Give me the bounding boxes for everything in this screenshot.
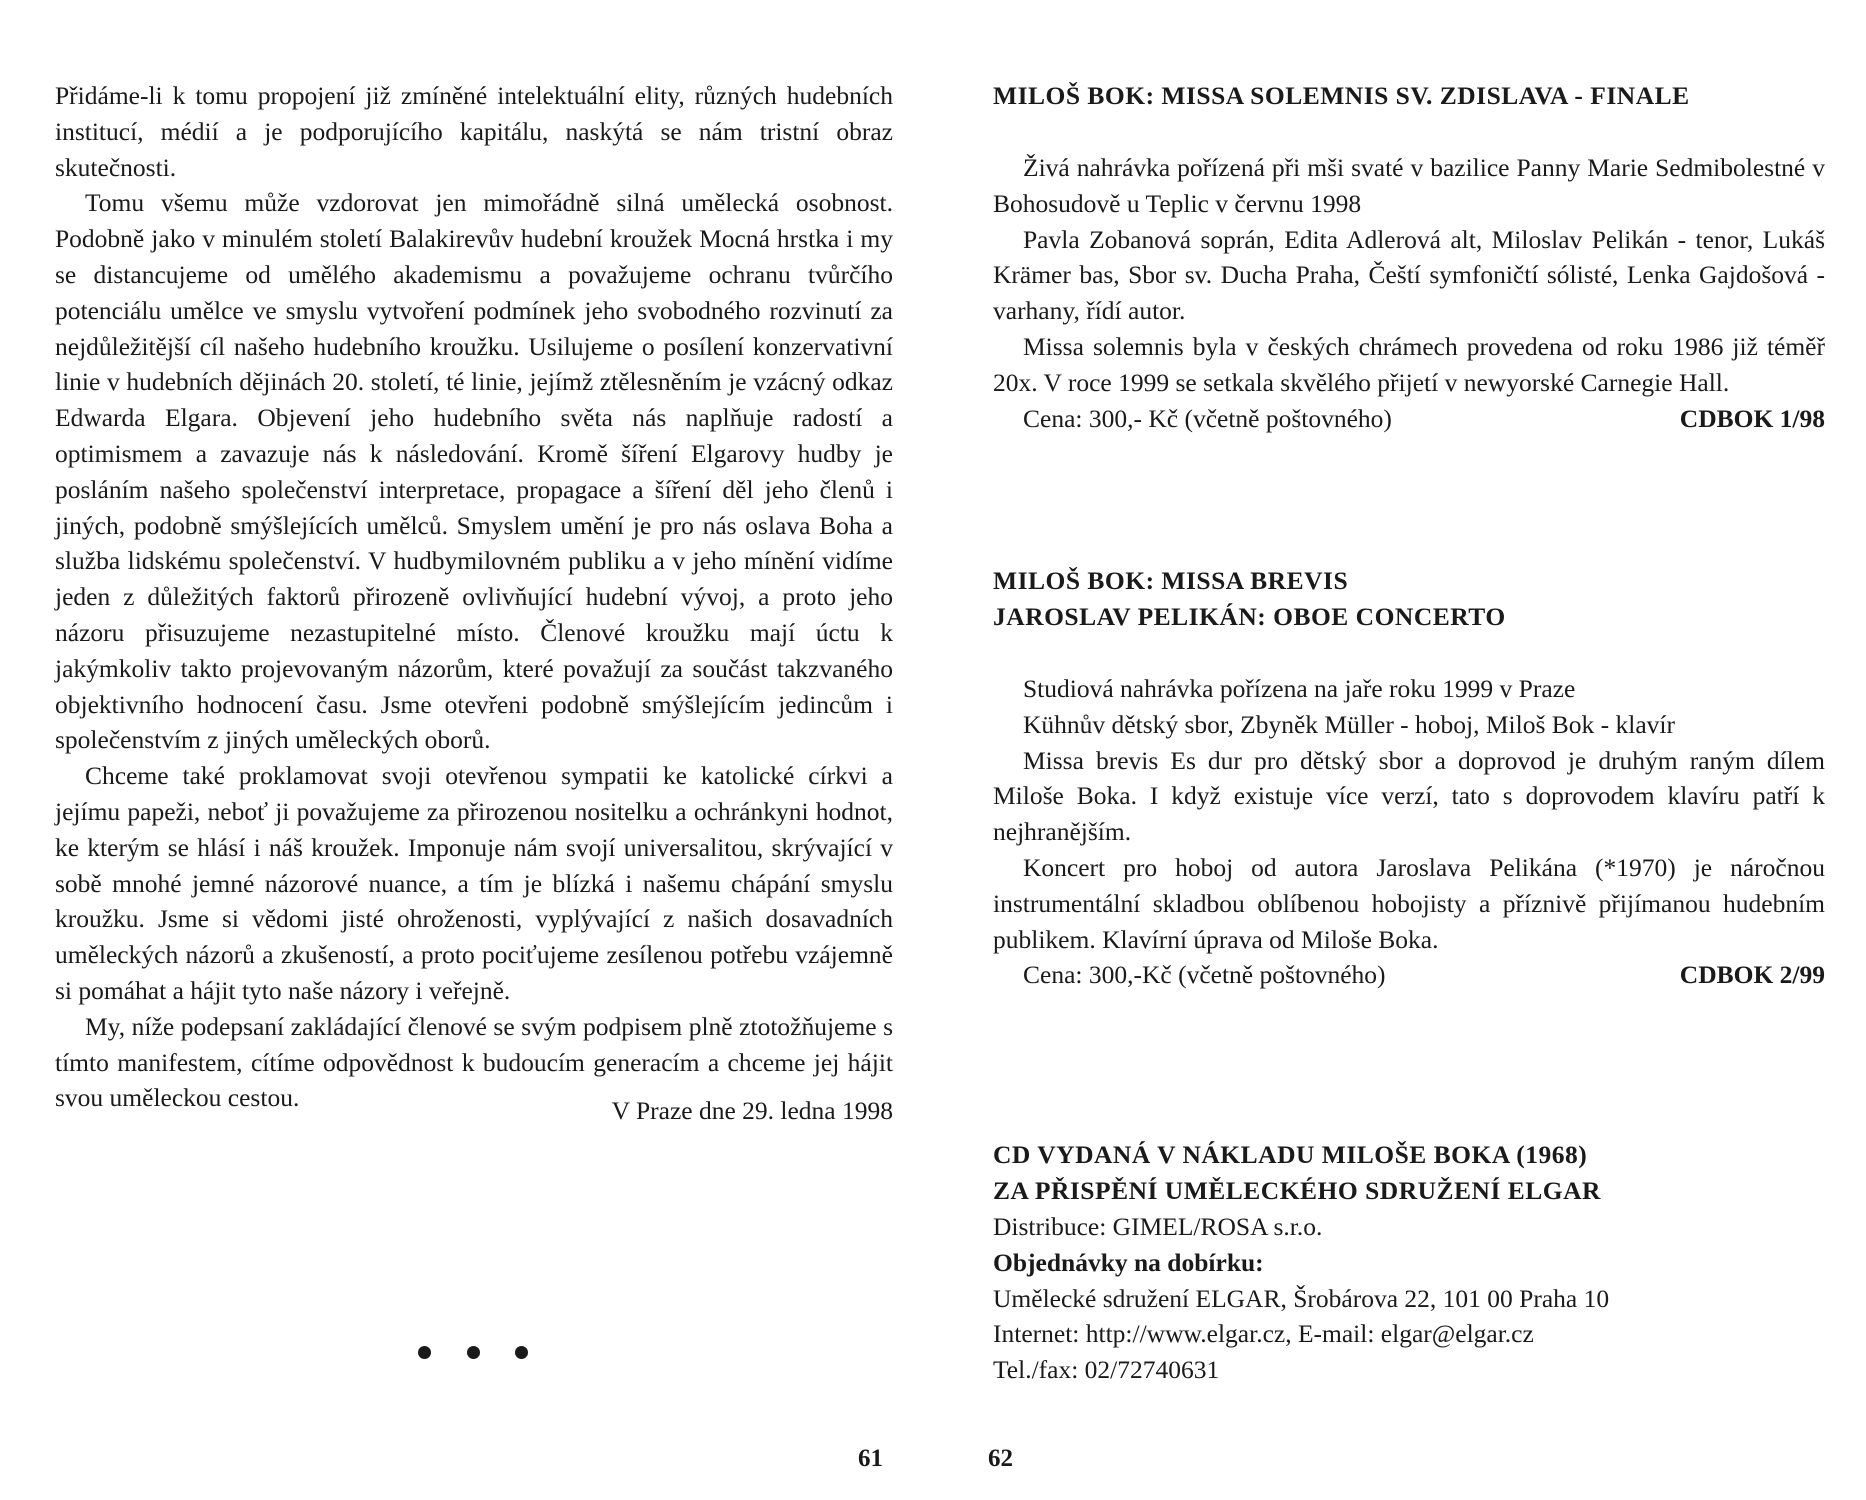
album-1-title: MILOŠ BOK: MISSA SOLEMNIS SV. ZDISLAVA - FINALE — [993, 81, 1690, 110]
paragraph: Tomu všemu může vzdorovat jen mimořádně silná umělecká osobnost. Podobně jako v minulém století Balakirevův hudební kroužek Mocná hrstka i my se distancujeme od umělého akademismu a považujeme ochranu tvůrčího potenciálu umělce ve smyslu vytvoření podmínek jeho svobodného rozvinutí za nejdůležitější cíl našeho hudebního kroužku. Usilujeme o posílení konzervativní linie v hudebních dějinách 20. století, té linie, jejímž ztělesněním je vzácný odkaz Edwarda Elgara. Objevení jeho hudebního světa nás naplňuje radostí a optimismem a zavazuje nás k následování. Kromě šíření Elgarovy hudby je posláním našeho společenství interpretace, propagace a šíření děl jeho členů i jiných, podobně smýšlejících umělců. Smyslem umění je pro nás oslava Boha a služba lidskému společenství. V hudbymilovném publiku a v jeho mínění vidíme jeden z důležitých faktorů přirozeně ovlivňující hudební vývoj, a proto jeho názoru přisuzujeme nezastupitelné místo. Členové kroužku mají úctu k jakýmkoliv takto projevovaným názorům, které považují za součást takzvaného objektivního hodnocení času. Jsme otevřeni podobně smýšlejícím jedincům i společenstvím z jiných uměleckých oborů. — [55, 188, 893, 755]
dot-icon — [418, 1346, 431, 1359]
album-2-recording: Studiová nahrávka pořízena na jaře roku 1999 v Praze — [1023, 674, 1576, 703]
album-1-recording: Živá nahrávka pořízená při mši svaté v bazilice Panny Marie Sedmibolestné v Bohosudově u Teplic v červnu 1998 — [993, 153, 1825, 218]
album-1-performers: Pavla Zobanová soprán, Edita Adlerová alt, Miloslav Pelikán - tenor, Lukáš Krämer bas, Sbor sv. Ducha Praha, Čeští symfoničtí sólisté, Lenka Gajdošová - varhany, řídí autor. — [993, 224, 1825, 326]
dot-icon — [467, 1346, 480, 1359]
publisher-info — [993, 1137, 1825, 1388]
orders-label: Objednávky na dobírku: — [993, 1247, 1264, 1277]
album-2-code: CDBOK 2/99 — [1679, 960, 1825, 990]
album-2-title-line1: MILOŠ BOK: MISSA BREVIS — [993, 566, 1349, 595]
album-2-price: Cena: 300,-Kč (včetně poštovného) — [1023, 960, 1386, 990]
distribution: Distribuce: GIMEL/ROSA s.r.o. — [993, 1212, 1323, 1241]
address: Umělecké sdružení ELGAR, Šrobárova 22, 101 00 Praha 10 — [993, 1283, 1610, 1313]
album-1-note: Missa solemnis byla v českých chrámech provedena od roku 1986 již téměř 20x. V roce 1999 se setkala skvělého přijetí v newyorské Carnegie Hall. — [993, 331, 1825, 397]
album-2-title-line2: JAROSLAV PELIKÁN: OBOE CONCERTO — [993, 602, 1506, 631]
publisher-title-line2: ZA PŘISPĚNÍ UMĚLECKÉHO SDRUŽENÍ ELGAR — [993, 1176, 1601, 1205]
album-2-note-1: Missa brevis Es dur pro dětský sbor a doprovod je druhým raným dílem Miloše Boka. I když existuje více verzí, tato s doprovodem klavíru patří k nejhranějším. — [993, 745, 1825, 847]
album-2-price-row — [993, 957, 1825, 993]
paragraph: Chceme také proklamovat svoji otevřenou sympatii ke katolické církvi a jejímu papeži, neboť ji považujeme za přirozenou nositelku a ochránkyni hodnot, ke kterým se hlásí i náš kroužek. Imponuje nám svojí universalitou, skrývající v sobě mnohé jemné názorové nuance, a tím je blízká i našemu chápání smyslu kroužku. Jsme si vědomi jisté ohroženosti, vyplývající z našich dosavadních uměleckých názorů a zkušeností, a proto pociťujeme zesílenou potřebu vzájemně si pomáhat a hájit tyto naše názory i veřejně. — [55, 761, 893, 1005]
album-1-price-row — [993, 401, 1825, 437]
ornament-dots-icon — [418, 1340, 528, 1364]
album-1 — [993, 78, 1825, 436]
album-2 — [993, 563, 1825, 993]
album-1-price: Cena: 300,- Kč (včetně poštovného) — [1023, 403, 1392, 433]
paragraph: Přidáme-li k tomu propojení již zmíněné intelektuální elity, různých hudebních institucí, médií a je podporujícího kapitálu, naskýtá se nám tristní obraz skutečnosti. — [55, 81, 893, 182]
internet-contact: Internet: http://www.elgar.cz, E-mail: elgar@elgar.cz — [993, 1319, 1534, 1349]
dateline: V Praze dne 29. ledna 1998 — [611, 1096, 893, 1125]
page-number-right: 62 — [988, 1445, 1013, 1472]
manifesto-text — [55, 78, 893, 1116]
album-1-code: CDBOK 1/98 — [1679, 403, 1825, 433]
publisher-title-line1: CD VYDANÁ V NÁKLADU MILOŠE BOKA (1968) — [993, 1140, 1588, 1169]
dot-icon — [515, 1346, 528, 1359]
album-2-performers: Kühnův dětský sbor, Zbyněk Müller - hoboj, Miloš Bok - klavír — [1023, 709, 1676, 739]
album-2-note-2: Koncert pro hoboj od autora Jaroslava Pelikána (*1970) je náročnou instrumentální skladbou oblíbenou hobojisty a příznivě přijímanou hudebním publikem. Klavírní úprava od Miloše Boka. — [993, 852, 1825, 954]
page-number-left: 61 — [858, 1445, 883, 1472]
paragraph: My, níže podepsaní zakládající členové se svým podpisem plně ztotožňujeme s tímto manifestem, cítíme odpovědnost k budoucím generacím a chceme jej hájit svou uměleckou cestou. — [55, 1011, 893, 1113]
right-page — [933, 0, 1866, 1500]
tel-fax: Tel./fax: 02/72740631 — [993, 1355, 1220, 1385]
